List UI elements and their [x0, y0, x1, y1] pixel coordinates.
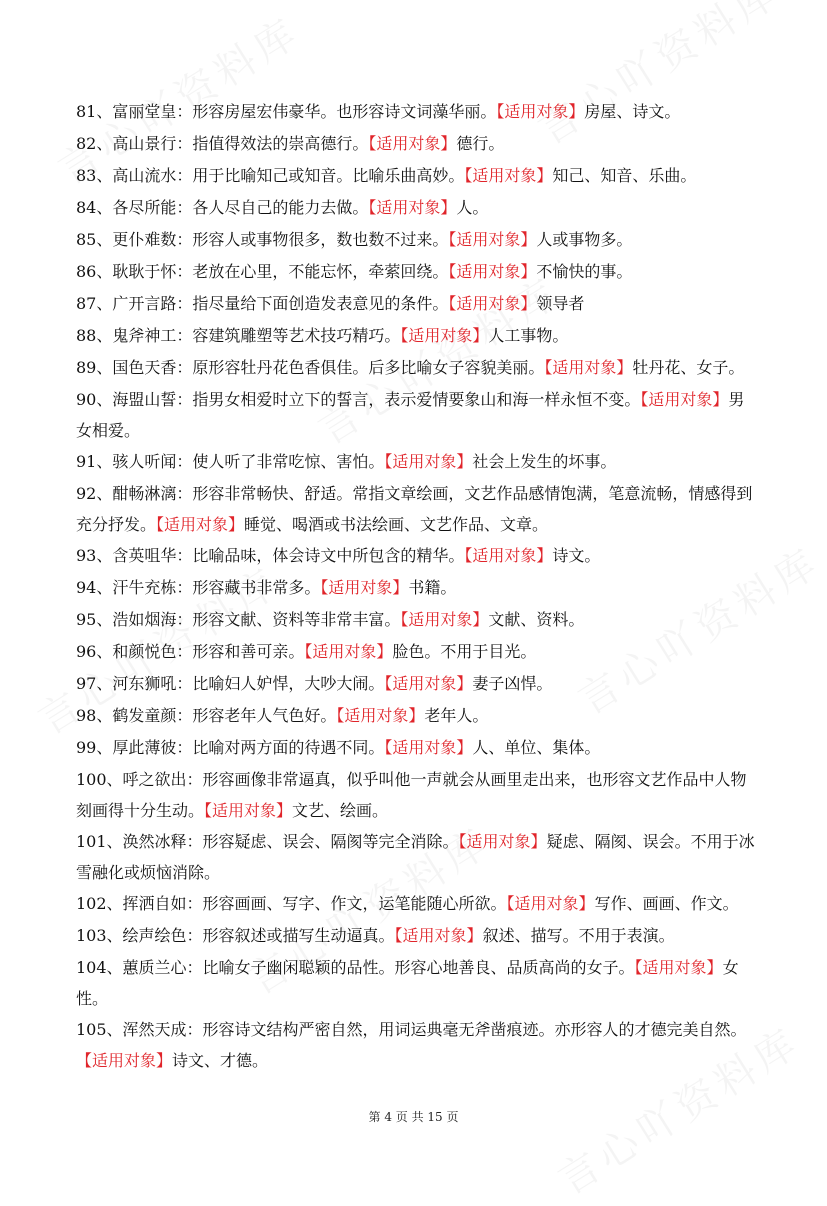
applicable-objects: 知己、知音、乐曲。	[552, 166, 697, 185]
applicable-objects: 人、单位、集体。	[472, 738, 601, 757]
idiom-entry	[76, 478, 756, 540]
idiom-definition: 100、呼之欲出：形容画像非常逼真，似乎叫他一声就会从画里走出来，也形容文艺作品中人物刻画得十分生动。	[76, 770, 747, 820]
idiom-definition: 97、河东狮吼：比喻妇人妒悍，大吵大闹。	[76, 674, 385, 693]
idiom-entry	[76, 764, 756, 826]
applicable-tag: 【适用对象】	[394, 926, 483, 945]
idiom-entry	[76, 540, 756, 572]
idiom-entry	[76, 700, 756, 732]
idiom-definition: 83、高山流水：用于比喻知己或知音。比喻乐曲高妙。	[76, 166, 465, 185]
applicable-objects: 人或事物多。	[536, 230, 633, 249]
applicable-objects: 男女相爱。	[76, 390, 745, 440]
idiom-definition: 93、含英咀华：比喻品味，体会诗文中所包含的精华。	[76, 546, 465, 565]
idiom-definition: 81、富丽堂皇：形容房屋宏伟豪华。也形容诗文词藻华丽。	[76, 102, 497, 121]
idiom-definition: 85、更仆难数：形容人或事物很多，数也数不过来。	[76, 230, 449, 249]
applicable-tag: 【适用对象】	[320, 578, 409, 597]
idiom-entry	[76, 160, 756, 192]
applicable-objects: 文献、资料。	[488, 610, 585, 629]
applicable-tag: 【适用对象】	[634, 958, 723, 977]
idiom-definition: 84、各尽所能：各人尽自己的能力去做。	[76, 198, 369, 217]
idiom-list	[76, 96, 756, 1076]
idiom-definition: 86、耿耿于怀：老放在心里，不能忘怀，牵萦回绕。	[76, 262, 449, 281]
applicable-objects: 书籍。	[408, 578, 457, 597]
applicable-objects: 文艺、绘画。	[292, 801, 389, 820]
idiom-definition: 103、绘声绘色：形容叙述或描写生动逼真。	[76, 926, 395, 945]
applicable-objects: 牡丹花、女子。	[632, 358, 745, 377]
applicable-tag: 【适用对象】	[336, 706, 425, 725]
applicable-objects: 老年人。	[424, 706, 489, 725]
idiom-entry	[76, 320, 756, 352]
applicable-objects: 叙述、描写。不用于表演。	[482, 926, 675, 945]
applicable-tag: 【适用对象】	[384, 674, 473, 693]
idiom-entry	[76, 888, 756, 920]
applicable-objects: 诗文。	[552, 546, 601, 565]
applicable-objects: 写作、画画、作文。	[594, 894, 739, 913]
idiom-entry	[76, 636, 756, 668]
applicable-tag: 【适用对象】	[448, 262, 537, 281]
idiom-entry	[76, 192, 756, 224]
applicable-objects: 领导者	[536, 294, 585, 313]
idiom-entry	[76, 1014, 756, 1076]
idiom-entry	[76, 256, 756, 288]
applicable-objects: 德行。	[456, 134, 505, 153]
idiom-entry	[76, 572, 756, 604]
idiom-definition: 102、挥洒自如：形容画画、写字、作文，运笔能随心所欲。	[76, 894, 507, 913]
idiom-entry	[76, 384, 756, 446]
idiom-definition: 82、高山景行：指值得效法的崇高德行。	[76, 134, 369, 153]
idiom-entry	[76, 826, 756, 888]
applicable-objects: 社会上发生的坏事。	[472, 452, 617, 471]
idiom-definition: 105、浑然天成：形容诗文结构严密自然，用词运典毫无斧凿痕迹。亦形容人的才德完美自然。	[76, 1020, 747, 1039]
applicable-objects: 诗文、才德。	[172, 1051, 269, 1070]
applicable-tag: 【适用对象】	[464, 166, 553, 185]
idiom-entry	[76, 288, 756, 320]
idiom-entry	[76, 128, 756, 160]
applicable-tag: 【适用对象】	[496, 102, 585, 121]
applicable-tag: 【适用对象】	[384, 738, 473, 757]
idiom-definition: 87、广开言路：指尽量给下面创造发表意见的条件。	[76, 294, 449, 313]
applicable-tag: 【适用对象】	[76, 1051, 173, 1070]
applicable-tag: 【适用对象】	[368, 134, 457, 153]
applicable-objects: 不愉快的事。	[536, 262, 633, 281]
idiom-entry	[76, 952, 756, 1014]
applicable-tag: 【适用对象】	[384, 452, 473, 471]
idiom-entry	[76, 352, 756, 384]
idiom-entry	[76, 668, 756, 700]
applicable-objects: 房屋、诗文。	[584, 102, 681, 121]
applicable-objects: 睡觉、喝酒或书法绘画、文艺作品、文章。	[244, 515, 549, 534]
page-footer: 第 4 页 共 15 页	[368, 1110, 459, 1124]
idiom-definition: 95、浩如烟海：形容文献、资料等非常丰富。	[76, 610, 401, 629]
applicable-objects: 人工事物。	[488, 326, 569, 345]
applicable-tag: 【适用对象】	[448, 294, 537, 313]
applicable-tag: 【适用对象】	[458, 832, 547, 851]
applicable-tag: 【适用对象】	[400, 326, 489, 345]
idiom-definition: 92、酣畅淋漓：形容非常畅快、舒适。常指文章绘画，文艺作品感情饱满，笔意流畅，情感得到充分抒发。	[76, 484, 753, 534]
idiom-definition: 88、鬼斧神工：容建筑雕塑等艺术技巧精巧。	[76, 326, 401, 345]
applicable-tag: 【适用对象】	[544, 358, 633, 377]
applicable-tag: 【适用对象】	[304, 642, 393, 661]
applicable-objects: 妻子凶悍。	[472, 674, 553, 693]
applicable-tag: 【适用对象】	[400, 610, 489, 629]
idiom-definition: 104、蕙质兰心：比喻女子幽闲聪颖的品性。形容心地善良、品质高尚的女子。	[76, 958, 635, 977]
applicable-tag: 【适用对象】	[640, 390, 729, 409]
applicable-tag: 【适用对象】	[156, 515, 245, 534]
idiom-definition: 99、厚此薄彼：比喻对两方面的待遇不同。	[76, 738, 385, 757]
idiom-definition: 98、鹤发童颜：形容老年人气色好。	[76, 706, 337, 725]
idiom-definition: 101、涣然冰释：形容疑虑、误会、隔阂等完全消除。	[76, 832, 459, 851]
idiom-definition: 90、海盟山誓：指男女相爱时立下的誓言，表示爱情要象山和海一样永恒不变。	[76, 390, 641, 409]
idiom-definition: 89、国色天香：原形容牡丹花色香俱佳。后多比喻女子容貌美丽。	[76, 358, 545, 377]
applicable-objects: 脸色。不用于目光。	[392, 642, 537, 661]
idiom-entry	[76, 732, 756, 764]
applicable-objects: 人。	[456, 198, 489, 217]
idiom-definition: 94、汗牛充栋：形容藏书非常多。	[76, 578, 321, 597]
applicable-objects: 疑虑、隔阂、误会。不用于冰雪融化或烦恼消除。	[76, 832, 755, 882]
idiom-definition: 91、骇人听闻：使人听了非常吃惊、害怕。	[76, 452, 385, 471]
idiom-entry	[76, 224, 756, 256]
idiom-entry	[76, 604, 756, 636]
idiom-entry	[76, 96, 756, 128]
applicable-tag: 【适用对象】	[464, 546, 553, 565]
applicable-objects: 女性。	[76, 958, 739, 1008]
idiom-definition: 96、和颜悦色：形容和善可亲。	[76, 642, 305, 661]
idiom-entry	[76, 920, 756, 952]
applicable-tag: 【适用对象】	[448, 230, 537, 249]
applicable-tag: 【适用对象】	[368, 198, 457, 217]
applicable-tag: 【适用对象】	[506, 894, 595, 913]
idiom-entry	[76, 446, 756, 478]
applicable-tag: 【适用对象】	[204, 801, 293, 820]
